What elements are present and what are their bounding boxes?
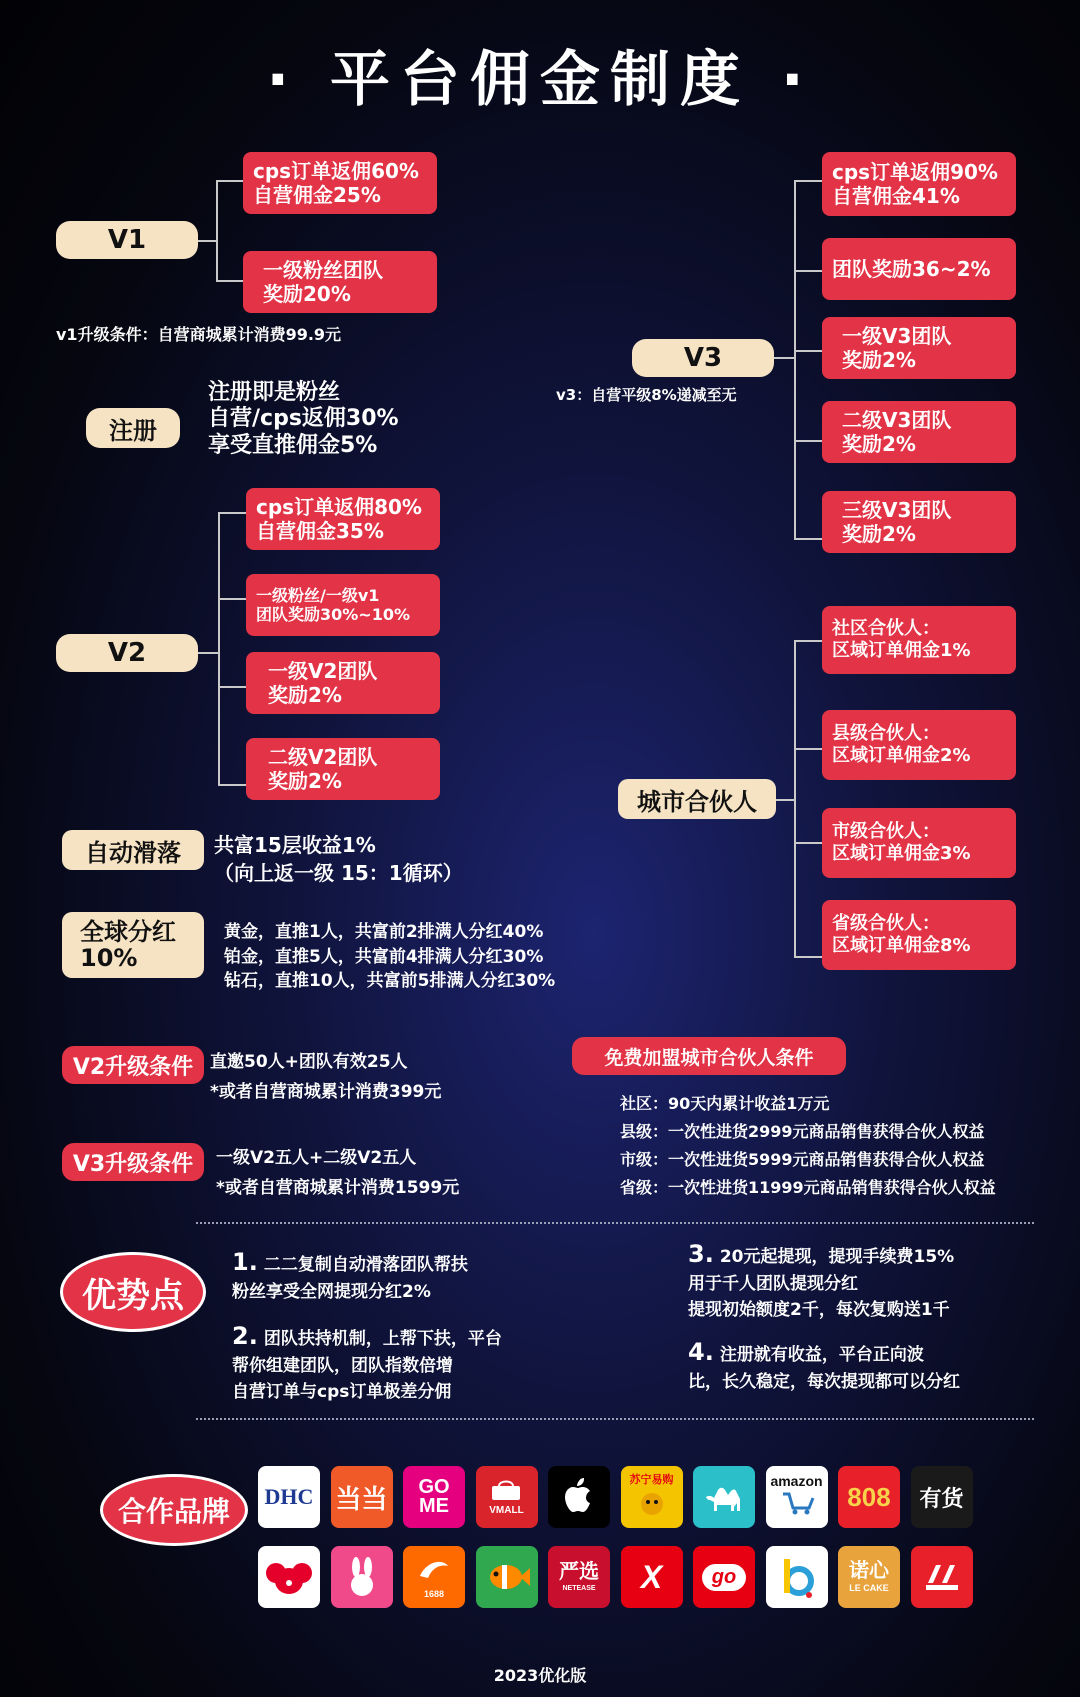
advantage-4 — [688, 1334, 960, 1396]
camel-logo — [693, 1466, 755, 1528]
v3-bracket-bottom — [794, 538, 822, 540]
advantage-1-line1: 二二复制自动滑落团队帮扶 — [263, 1255, 468, 1275]
v3-upgrade-line1: 一级V2五人+二级V2五人 — [216, 1148, 417, 1168]
v2-connector — [198, 652, 218, 654]
v2-upgrade-line1: 直邀50人+团队有效25人 — [210, 1052, 408, 1072]
advantage-4-number: 4. — [688, 1338, 714, 1366]
v3-box1-line1: cps订单返佣90% — [832, 160, 998, 184]
v3-box1-line2: 自营佣金41% — [832, 184, 960, 208]
advantage-1-number: 1. — [232, 1248, 258, 1276]
city-box3-line2: 区域订单佣金3% — [832, 843, 971, 864]
vmall-logo: VMALL — [476, 1466, 538, 1528]
v1-box2-line2: 奖励20% — [263, 282, 351, 306]
v3-bracket-tick3 — [794, 350, 822, 352]
dangdang-logo: 当当 — [331, 1466, 393, 1528]
v3-upgrade-tag: V3升级条件 — [62, 1143, 204, 1181]
v2-box2-line2: 团队奖励30%~10% — [256, 605, 411, 624]
v2-fans-team-box — [246, 574, 440, 636]
register-line1: 注册即是粉丝 — [208, 380, 341, 405]
advantage-2 — [232, 1318, 502, 1405]
v3-first-level-box — [822, 317, 1016, 379]
v1-label: V1 — [56, 221, 198, 259]
v1-team-box — [243, 251, 437, 313]
v3-box4-line2: 奖励2% — [842, 432, 916, 456]
v2-first-level-box — [246, 652, 440, 714]
v2-box2-line1: 一级粉丝/一级v1 — [256, 585, 380, 605]
auto-slide-line2: （向上返一级 15：1循环） — [214, 861, 463, 885]
auto-slide-label: 自动滑落 — [62, 830, 204, 870]
v2-box3-line2: 奖励2% — [268, 683, 342, 707]
lecake-logo: 诺心 LE CAKE — [838, 1546, 900, 1608]
global-dividend-label-line1: 全球分红 — [80, 917, 176, 946]
v1-connector — [198, 240, 216, 242]
divider-top — [196, 1222, 1034, 1224]
xiaomi-x-logo: X — [621, 1546, 683, 1608]
v3-upgrade-line2: *或者自营商城累计消费1599元 — [216, 1177, 460, 1198]
v3-label: V3 — [632, 339, 774, 377]
v2-upgrade-text — [210, 1048, 441, 1108]
city-bracket-bottom — [794, 956, 822, 958]
v3-connector — [774, 357, 794, 359]
v2-box4-line2: 奖励2% — [268, 769, 342, 793]
v2-label: V2 — [56, 634, 198, 672]
advantage-2-line3: 自营订单与cps订单极差分佣 — [232, 1381, 452, 1402]
v3-box3-line1: 一级V3团队 — [842, 324, 952, 348]
advantage-1-line2: 粉丝享受全网提现分红2% — [232, 1282, 431, 1302]
v2-upgrade-line2: *或者自营商城累计消费399元 — [210, 1081, 442, 1102]
city-partner-label: 城市合伙人 — [618, 779, 776, 819]
city-box3-line1: 市级合伙人： — [832, 821, 940, 843]
v3-third-level-box — [822, 491, 1016, 553]
city-bracket-top — [794, 640, 822, 642]
global-dividend-line3: 钻石，直推10人，共富前5排满人分红30% — [224, 971, 556, 992]
amazon-logo: amazon — [766, 1466, 828, 1528]
community-partner-box — [822, 606, 1016, 674]
register-label: 注册 — [86, 408, 180, 448]
go-logo: go — [693, 1546, 755, 1608]
red-brand-logo — [911, 1546, 973, 1608]
city-box4-line1: 省级合伙人： — [832, 913, 940, 935]
v2-second-level-box — [246, 738, 440, 800]
dhc-logo: DHC — [258, 1466, 320, 1528]
brands-badge: 合作品牌 — [100, 1474, 248, 1546]
b-logo — [766, 1546, 828, 1608]
advantage-2-line2: 帮你组建团队，团队指数倍增 — [232, 1356, 453, 1376]
city-box4-line2: 区域订单佣金8% — [832, 935, 971, 956]
register-line3: 享受直推佣金5% — [208, 432, 378, 458]
register-text — [208, 380, 399, 459]
global-dividend-label-line2: 10% — [80, 944, 138, 972]
city-join-tag: 免费加盟城市合伙人条件 — [572, 1037, 846, 1075]
register-line2: 自营/cps返佣30% — [208, 406, 399, 432]
city-bracket-tick2 — [794, 748, 822, 750]
yoho-logo: 有货 — [911, 1466, 973, 1528]
city-join-line3: 市级：一次性进货5999元商品销售获得合伙人权益 — [620, 1150, 985, 1169]
v1-upgrade-condition: v1升级条件：自营商城累计消费99.9元 — [56, 325, 342, 344]
v1-box1-line1: cps订单返佣60% — [253, 159, 419, 183]
v3-second-level-box — [822, 401, 1016, 463]
city-box2-line2: 区域订单佣金2% — [832, 745, 971, 766]
v2-bracket-bottom — [218, 784, 246, 786]
advantages-badge: 优势点 — [60, 1252, 206, 1332]
v1-box2-line1: 一级粉丝团队 — [263, 258, 383, 282]
advantage-1 — [232, 1244, 468, 1306]
v3-bracket-top — [794, 180, 822, 182]
advantage-4-line1: 注册就有收益，平台正向波 — [719, 1345, 924, 1365]
clownfish-logo — [476, 1546, 538, 1608]
rabbit-logo — [331, 1546, 393, 1608]
auto-slide-line1: 共富15层收益1% — [214, 833, 376, 857]
v1-commission-box — [243, 152, 437, 214]
yanxuan-logo: 严选 NETEASE — [548, 1546, 610, 1608]
v3-box2-line1: 团队奖励36~2% — [832, 257, 991, 281]
advantage-3 — [688, 1236, 954, 1323]
apple-logo — [548, 1466, 610, 1528]
advantage-3-line1: 20元起提现，提现手续费15% — [719, 1247, 955, 1267]
v3-bracket-tick2 — [794, 270, 822, 272]
city-join-line1: 社区：90天内累计收益1万元 — [620, 1094, 830, 1113]
city-join-line4: 省级：一次性进货11999元商品销售获得合伙人权益 — [620, 1178, 996, 1197]
1688-logo: 1688 — [403, 1546, 465, 1608]
advantage-2-number: 2. — [232, 1322, 258, 1350]
advantage-3-line3: 提现初始额度2千，每次复购送1千 — [688, 1299, 950, 1320]
city-box1-line1: 社区合伙人： — [832, 618, 940, 640]
v3-box5-line1: 三级V3团队 — [842, 498, 952, 522]
v1-box1-line2: 自营佣金25% — [253, 183, 381, 207]
city-box2-line1: 县级合伙人： — [832, 723, 940, 745]
province-partner-box — [822, 900, 1016, 970]
v3-note: v3：自营平级8%递减至无 — [556, 386, 737, 404]
advantage-3-line2: 用于千人团队提现分红 — [688, 1274, 858, 1294]
v2-bracket — [218, 512, 220, 784]
v3-upgrade-text — [216, 1144, 459, 1204]
city-bracket-tick3 — [794, 842, 822, 844]
kaola-logo — [258, 1546, 320, 1608]
city-connector — [776, 799, 794, 801]
advantage-4-line2: 比，长久稳定，每次提现都可以分红 — [688, 1372, 960, 1392]
v3-commission-box — [822, 152, 1016, 216]
808-logo: 808 — [838, 1466, 900, 1528]
v3-box5-line2: 奖励2% — [842, 522, 916, 546]
city-level-partner-box — [822, 808, 1016, 878]
global-dividend-text — [224, 920, 555, 994]
v3-box3-line2: 奖励2% — [842, 348, 916, 372]
v3-bracket — [794, 180, 796, 538]
city-bracket — [794, 640, 796, 956]
city-join-text — [620, 1090, 996, 1202]
divider-bottom — [196, 1418, 1034, 1420]
city-join-line2: 县级：一次性进货2999元商品销售获得合伙人权益 — [620, 1122, 985, 1141]
global-dividend-line1: 黄金，直推1人，共富前2排满人分红40% — [224, 922, 544, 942]
v2-bracket-tick3 — [218, 686, 246, 688]
v1-bracket-bottom — [216, 280, 244, 282]
v1-bracket-top — [216, 180, 244, 182]
v2-bracket-tick2 — [218, 598, 246, 600]
county-partner-box — [822, 710, 1016, 780]
auto-slide-text — [214, 832, 463, 886]
v2-box1-line2: 自营佣金35% — [256, 519, 384, 543]
v1-bracket — [216, 180, 218, 280]
v2-commission-box — [246, 488, 440, 550]
suning-logo: 苏宁易购 — [621, 1466, 683, 1528]
v2-box4-line1: 二级V2团队 — [268, 745, 378, 769]
v3-team-reward-box — [822, 238, 1016, 300]
page-title: · 平台佣金制度 · — [266, 45, 814, 115]
v2-upgrade-tag: V2升级条件 — [62, 1046, 204, 1084]
advantage-2-line1: 团队扶持机制，上帮下扶，平台 — [263, 1329, 502, 1349]
advantage-3-number: 3. — [688, 1240, 714, 1268]
footer-version: 2023优化版 — [493, 1666, 587, 1685]
v3-bracket-tick4 — [794, 440, 822, 442]
city-box1-line2: 区域订单佣金1% — [832, 640, 971, 661]
v2-bracket-top — [218, 512, 246, 514]
gome-logo: GO ME — [403, 1466, 465, 1528]
v3-box4-line1: 二级V3团队 — [842, 408, 952, 432]
global-dividend-line2: 铂金，直推5人，共富前4排满人分红30% — [224, 946, 544, 967]
v2-box3-line1: 一级V2团队 — [268, 659, 378, 683]
global-dividend-label — [62, 912, 204, 978]
v2-box1-line1: cps订单返佣80% — [256, 495, 422, 519]
